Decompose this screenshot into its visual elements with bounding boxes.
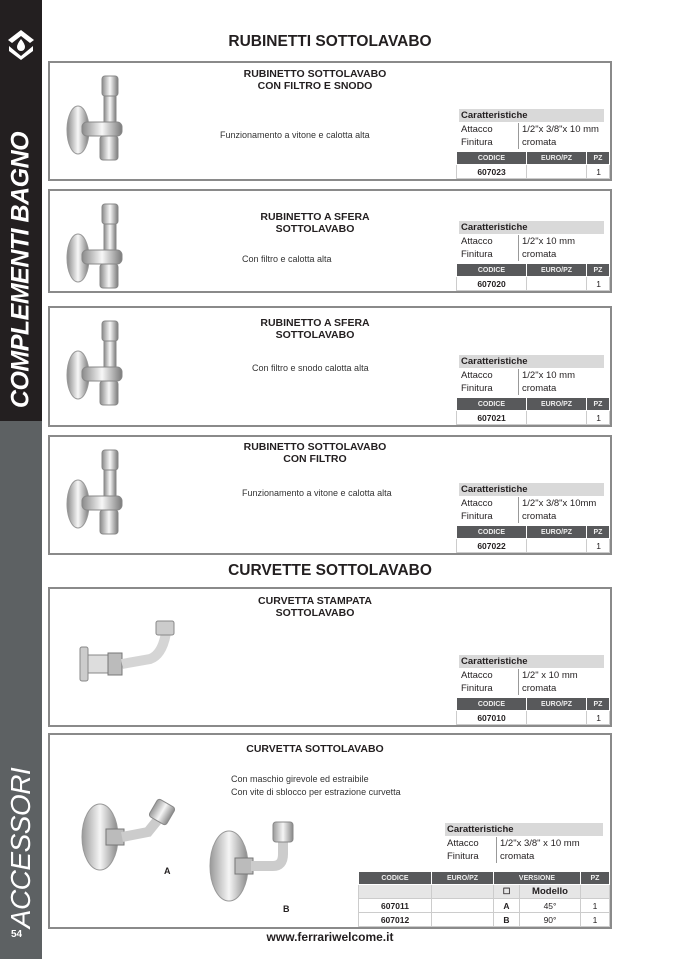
product-description: Funzionamento a vitone e calotta alta	[242, 488, 392, 498]
cell-codice: 607021	[457, 411, 527, 425]
cell-pz: 1	[581, 899, 610, 913]
curvetta-stampata-image	[70, 619, 180, 694]
spec-label-attacco: Attacco	[461, 124, 493, 135]
product-table	[456, 263, 610, 291]
spec-block	[454, 355, 610, 425]
spec-value-attacco: 1/2"x 3/8"x 10 mm	[518, 123, 599, 136]
spec-value-attacco: 1/2" x 10 mm	[518, 669, 578, 682]
spec-block	[454, 109, 610, 179]
table-row	[359, 913, 610, 927]
header-pz: PZ	[587, 152, 610, 165]
spec-value-finitura: cromata	[496, 850, 534, 863]
header-pz: PZ	[587, 264, 610, 277]
table-row	[359, 899, 610, 913]
product-description: Con maschio girevole ed estraibile	[231, 774, 369, 784]
product-table	[456, 525, 610, 553]
product-title: RUBINETTO SOTTOLAVABO CON FILTRO	[243, 441, 387, 465]
product-description: Con filtro e snodo calotta alta	[252, 363, 369, 373]
curvetta-table	[358, 871, 610, 927]
cell-versione: B	[494, 913, 520, 927]
cell-euro	[527, 411, 587, 425]
valve-image	[62, 68, 142, 173]
spec-heading: Caratteristiche	[445, 823, 603, 836]
product-title: RUBINETTO SOTTOLAVABO CON FILTRO E SNODO	[243, 68, 387, 92]
spec-heading: Caratteristiche	[459, 655, 604, 668]
product-title: CURVETTA STAMPATA SOTTOLAVABO	[258, 595, 372, 619]
spec-value-finitura: cromata	[518, 382, 556, 395]
spec-label-finitura: Finitura	[447, 851, 479, 862]
cell-euro	[432, 913, 494, 927]
product-table	[456, 151, 610, 179]
cell-euro	[432, 899, 494, 913]
curvetta-b-image	[205, 818, 315, 904]
table-row	[457, 277, 610, 291]
spec-value-finitura: cromata	[518, 136, 556, 149]
product-title: RUBINETTO A SFERA SOTTOLAVABO	[260, 211, 370, 235]
spec-label-finitura: Finitura	[461, 137, 493, 148]
header-euro: EURO/PZ	[432, 872, 494, 885]
header-euro: EURO/PZ	[527, 152, 587, 165]
product-card	[48, 61, 612, 181]
header-codice: CODICE	[457, 698, 527, 711]
spec-block	[454, 221, 610, 291]
product-description: Con filtro e calotta alta	[242, 254, 332, 264]
spec-value-finitura: cromata	[518, 510, 556, 523]
spec-value-attacco: 1/2"x 10 mm	[518, 369, 575, 382]
spec-label-finitura: Finitura	[461, 383, 493, 394]
spec-heading: Caratteristiche	[459, 483, 604, 496]
header-modello: Modello	[520, 885, 581, 899]
cell-euro	[527, 711, 587, 725]
page-number: 54	[11, 929, 23, 940]
product-table	[456, 697, 610, 725]
cell-codice: 607020	[457, 277, 527, 291]
product-card	[48, 587, 612, 727]
header-euro: EURO/PZ	[527, 526, 587, 539]
header-codice: CODICE	[457, 526, 527, 539]
label-b: B	[283, 904, 290, 914]
cell-pz: 1	[587, 711, 610, 725]
spec-label-finitura: Finitura	[461, 511, 493, 522]
spec-value-finitura: cromata	[518, 682, 556, 695]
product-card	[48, 435, 612, 555]
spec-label-attacco: Attacco	[447, 838, 479, 849]
cell-pz: 1	[587, 277, 610, 291]
spec-block	[454, 655, 610, 725]
footer-url: www.ferrariwelcome.it	[266, 930, 394, 944]
spec-heading: Caratteristiche	[459, 109, 604, 122]
cell-euro	[527, 165, 587, 179]
table-row	[457, 165, 610, 179]
spec-label-attacco: Attacco	[461, 370, 493, 381]
cell-codice: 607011	[359, 899, 432, 913]
valve-image	[62, 196, 142, 301]
product-card	[48, 189, 612, 293]
spec-label-finitura: Finitura	[461, 249, 493, 260]
header-euro: EURO/PZ	[527, 398, 587, 411]
table-row	[457, 411, 610, 425]
product-description: Con vite di sblocco per estrazione curvetta	[231, 787, 401, 797]
header-pz: PZ	[587, 698, 610, 711]
product-title: RUBINETTO A SFERA SOTTOLAVABO	[260, 317, 370, 341]
section-title-rubinetti: RUBINETTI SOTTOLAVABO	[228, 33, 432, 50]
valve-image	[62, 313, 142, 418]
product-title: CURVETTA SOTTOLAVABO	[246, 743, 384, 755]
cell-versione: A	[494, 899, 520, 913]
spec-value-attacco: 1/2"x 3/8" x 10 mm	[496, 837, 580, 850]
cell-pz: 1	[581, 913, 610, 927]
spec-label-attacco: Attacco	[461, 498, 493, 509]
header-codice: CODICE	[457, 264, 527, 277]
cell-modello: 90°	[520, 913, 581, 927]
spec-value-finitura: cromata	[518, 248, 556, 261]
spec-label-attacco: Attacco	[461, 670, 493, 681]
header-codice: CODICE	[457, 152, 527, 165]
cell-pz: 1	[587, 411, 610, 425]
spec-heading: Caratteristiche	[459, 221, 604, 234]
category-bottom-label: ACCESSORI	[5, 767, 36, 929]
product-card	[48, 306, 612, 427]
cell-codice: 607023	[457, 165, 527, 179]
table-row	[457, 539, 610, 553]
spec-label-finitura: Finitura	[461, 683, 493, 694]
cell-pz: 1	[587, 539, 610, 553]
table-row	[457, 711, 610, 725]
product-description: Funzionamento a vitone e calotta alta	[220, 130, 370, 140]
section-title-curvette: CURVETTE SOTTOLAVABO	[228, 562, 432, 579]
valve-image	[62, 442, 142, 547]
spec-value-attacco: 1/2"x 3/8"x 10mm	[518, 497, 596, 510]
header-codice: CODICE	[457, 398, 527, 411]
cell-euro	[527, 539, 587, 553]
header-codice: CODICE	[359, 872, 432, 885]
curvetta-a-image	[78, 797, 188, 877]
cell-euro	[527, 277, 587, 291]
cell-pz: 1	[587, 165, 610, 179]
cell-modello: 45°	[520, 899, 581, 913]
category-top-label: COMPLEMENTI BAGNO	[6, 131, 35, 409]
header-pz: PZ	[581, 872, 610, 885]
header-pz: PZ	[587, 526, 610, 539]
label-a: A	[164, 866, 171, 876]
header-pz: PZ	[587, 398, 610, 411]
spec-block	[454, 483, 610, 553]
cell-codice: 607012	[359, 913, 432, 927]
product-table	[456, 397, 610, 425]
cell-codice: 607022	[457, 539, 527, 553]
checkbox-icon: ☐	[494, 885, 520, 899]
header-euro: EURO/PZ	[527, 698, 587, 711]
header-euro: EURO/PZ	[527, 264, 587, 277]
spec-value-attacco: 1/2"x 10 mm	[518, 235, 575, 248]
cell-codice: 607010	[457, 711, 527, 725]
header-versione: VERSIONE	[494, 872, 581, 885]
spec-label-attacco: Attacco	[461, 236, 493, 247]
drop-chevron-logo-icon	[6, 28, 36, 62]
product-card-curvetta	[48, 733, 612, 929]
spec-heading: Caratteristiche	[459, 355, 604, 368]
